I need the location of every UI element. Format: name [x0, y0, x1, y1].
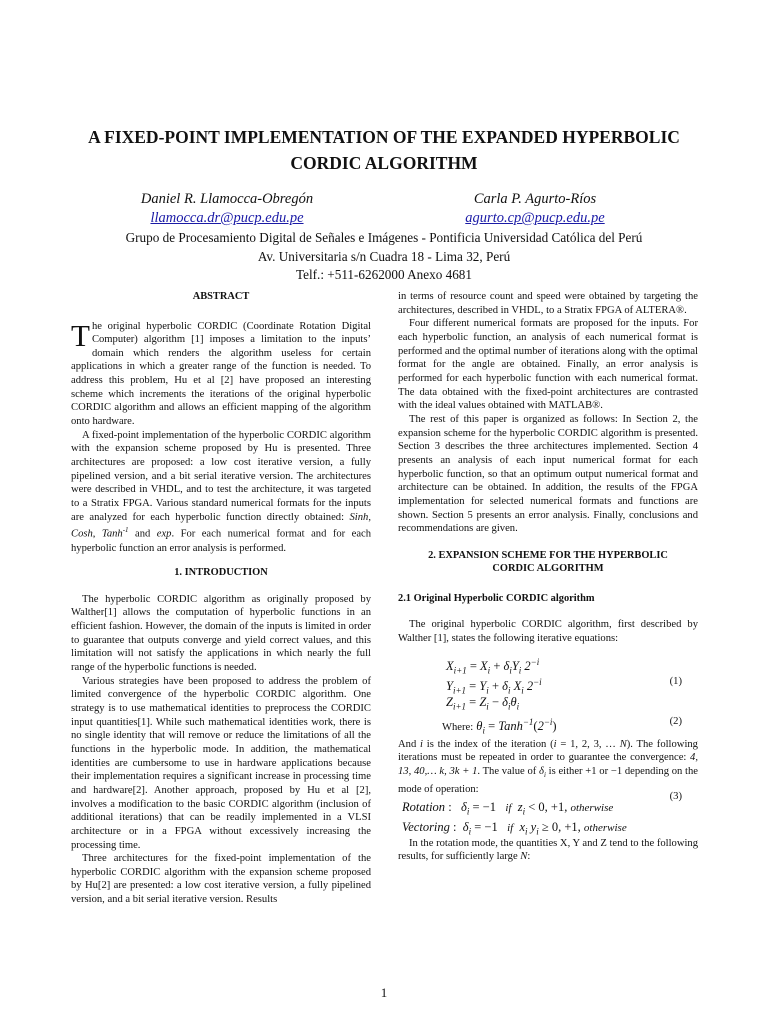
affiliation-block: [60, 229, 708, 285]
equation-1: $X_{i+1} = X_i + \delta_iY_i$ $2^{-i}$ $Y_{i+1} = Y_i + \delta_i$ $X_i$ $2^{-i}$ (1) $Z_{i+1} = Z_i - \delta_i\theta_i$: [446, 656, 682, 712]
section-2-heading: 2. EXPANSION SCHEME FOR THE HYPERBOLIC CORDIC ALGORITHM: [428, 549, 668, 575]
phone-line: Telf.: +511-6262000 Anexo 4681: [296, 267, 472, 282]
author-2-email-link[interactable]: agurto.cp@pucp.edu.pe: [465, 210, 605, 226]
right-paragraph-1: in terms of resource count and speed were obtained by targeting the architectures, described in VHDL, to a Stratix FPGA of ALTERA®.: [398, 291, 698, 316]
author-1: [112, 190, 342, 228]
author-2: [410, 190, 660, 228]
equation-1-number: (1): [669, 675, 682, 687]
author-2-name: Carla P. Agurto-Ríos: [473, 191, 597, 207]
author-1-email-link[interactable]: llamocca.dr@pucp.edu.pe: [150, 210, 304, 226]
paper-title: A FIXED-POINT IMPLEMENTATION OF THE EXPANDED HYPERBOLIC CORDIC ALGORITHM: [88, 127, 680, 173]
right-paragraph-3: The rest of this paper is organized as follows: In Section 2, the expansion scheme for the hyperbolic CORDIC algorithm is presented. Section 3 describes the three architectures implemented. Section 4 presents an analysis of each input numerical format for each hyperbolic function, so that an optimum output numerical format and architecture can be obtained. In addition, the results of the FPGA implementation for selected numerical formats and functions are shown. Section 5 presents an error analysis. Finally, conclusions and recommendations are given.: [398, 413, 698, 535]
address-line: Av. Universitaria s/n Cuadra 18 - Lima 32, Perú: [257, 248, 511, 264]
abstract-heading: ABSTRACT: [192, 291, 250, 302]
equation-2: Where: $\theta_i$ = $Tanh^{-1}(2^{-i})$ (2): [398, 712, 698, 732]
abstract-paragraph-1: The original hyperbolic CORDIC (Coordinate Rotation Digital Computer) algorithm [1] imposes a limitation to the inputs’ domain which renders the algorithm useless for certain applications in which a greater range of the function is needed. To address this problem, Hu et al [2] have proposed an interesting scheme which increments the iterations of the original hyperbolic CORDIC algorithm and allows an efficient mapping of the algorithm onto hardware.: [71, 317, 371, 428]
section-2-1-heading: 2.1 Original Hyperbolic CORDIC algorithm: [398, 592, 595, 604]
right-paragraph-4: The original hyperbolic CORDIC algorithm, first described by Walther [1], states the following iterative equations:: [398, 619, 698, 645]
affiliation-line: Grupo de Procesamiento Digital de Señales e Imágenes - Pontificia Universidad Católica del Perú: [125, 230, 643, 245]
left-column: [71, 290, 371, 907]
right-paragraph-2: Four different numerical formats are proposed for the inputs. For each hyperbolic function, an analysis of each numerical format is performed and the optimal number of iterations along with the optimal format for the angle are obtained. Finally, an error analysis is performed for each hyperbolic function with each numerical format. The data obtained with the fixed-point architectures are contrasted with the ideal values obtained with MATLAB®.: [398, 318, 698, 412]
equation-3-number: (3): [669, 790, 682, 802]
intro-paragraph-3: Three architectures for the fixed-point implementation of the hyperbolic CORDIC algorithm with the expansion scheme proposed by Hu[2] are presented: a low cost iterative version, a fully pipelined version, and a bit serial iterative version. Results: [71, 853, 371, 906]
author-1-name: Daniel R. Llamocca-Obregón: [140, 191, 314, 207]
page-number: 1: [380, 985, 388, 1000]
abstract-paragraph-2: A fixed-point implementation of the hyperbolic CORDIC algorithm with the expansion scheme proposed by Hu is presented. Three architectures are proposed: a low cost iterative version, a fully pipelined version, and a bit serial iterative version. The architectures were described in VHDL, and to test the architecture, it was targeted to a Stratix FPGA. Various standard numerical formats for the inputs are analyzed for each hyperbolic function directly obtained: Sinh, Cosh, Tanh$^{-1}$ and exp. For each numerical format and for each hyperbolic function an error analysis is performed.: [71, 429, 372, 554]
right-paragraph-5: And i is the index of the iteration (i = 1, 2, 3, … N). The following iterations must be repeated in order to guarantee the convergence: 4, 13, 40,… k, 3k + 1. The value of $\delta_i$ is either +1 or −1 depending on the mode of operation:: [398, 738, 698, 795]
intro-paragraph-2: Various strategies have been proposed to address the problem of limited convergence of the hyperbolic CORDIC algorithm. One strategy is to use mathematical identities to preprocess the CORDIC input quantities[1]. While such mathematical identities work, there is no single identity that will remove or reduce the limitations of all the functions in the hyperbolic mode. In addition, the mathematical identities are cumbersome to use in hardware applications because their implementation requires a significant increase in processing time and hardware[2]. Another approach, proposed by Hu et al [2], involves a modification to the basic CORDIC algorithm (inclusion of additional iterations) that can be readily implemented in a VLSI architecture or in a FPGA without excessively increasing the processing time.: [71, 675, 371, 851]
introduction-heading: 1. INTRODUCTION: [174, 567, 268, 579]
intro-paragraph-1: The hyperbolic CORDIC algorithm as originally proposed by Walther[1] allows the computation of hyperbolic functions in an efficient fashion. However, the domain of the inputs is limited in order to guarantee that outputs converge and yield correct values, and this limitation will not satisfy the applications in which nearly the full range of the hyperbolic functions is needed.: [71, 593, 371, 673]
drop-cap: T: [71, 317, 90, 353]
equation-3: Rotation : $\delta_i = -1$ if $z_i < 0$, +1, otherwise Vectoring : $\delta_i = -1$ if $x_i$ $y_i \ge 0$, +1, otherwise (3): [398, 797, 698, 837]
right-column: [398, 290, 698, 864]
right-paragraph-6: In the rotation mode, the quantities X, Y and Z tend to the following results, for sufficiently large N:: [398, 837, 699, 863]
equation-2-number: (2): [669, 715, 682, 727]
equation-2-where: Where:: [442, 721, 474, 733]
